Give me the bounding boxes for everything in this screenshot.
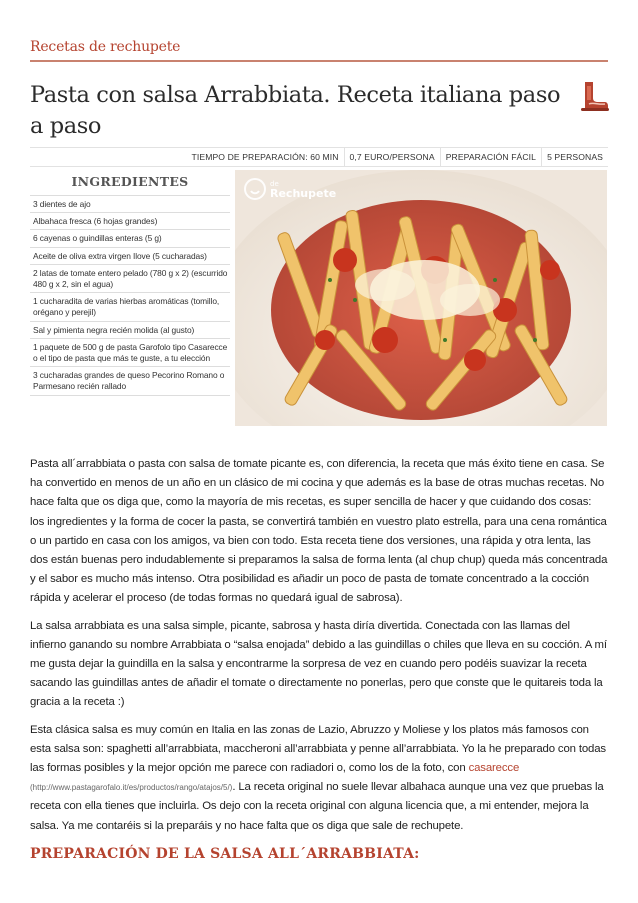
- watermark-small: de: [270, 180, 279, 188]
- recipe-title: Pasta con salsa Arrabbiata. Receta italiana paso a paso: [30, 82, 561, 139]
- difficulty: PREPARACIÓN FÁCIL: [440, 148, 541, 166]
- watermark-text: Rechupete: [270, 187, 337, 200]
- intro-paragraph-1: Pasta all´arrabbiata o pasta con salsa de tomate picante es, con diferencia, la receta que más éxito tiene en casa. Se ha convertido en menos de un año en un clásico de mi cocina y que además es la base de otras muchas recetas. No hace falta que os diga que, como la mayoría de mis recetas, es super sencilla de hacer y que cuidando dos cosas: los ingredientes y la forma de cocer la pasta, se convertirá también en vuestro plato estrella, para una cena romántica o un partido en casa con los amigos, va bien con todo. Esta receta tiene dos versiones, una rápida y otra lenta, las dos están buenas pero indudablemente si preparamos la salsa de forma lenta (al chup chup) queda más concentrada y el sabor es mucho más intenso. Otra posibilidad es añadir un poco de pasta de tomate concentrado a la cocción rápida y acelerar el proceso (de todas formas no quedará igual de sabrosa).: [30, 458, 608, 605]
- prep-time: TIEMPO DE PREPARACIÓN: 60 MIN: [191, 152, 339, 162]
- ingredient-item: 3 dientes de ajo: [30, 196, 230, 213]
- intro-paragraph-3-start: Esta clásica salsa es muy común en Italia en las zonas de Lazio, Abruzzo y Moliese y los platos más famosos con esta salsa son: spaghetti all’arrabbiata, maccheroni all’arrabbiata y penne all’arrabbiata. Yo la he preparado con todas las formas posibles y la mejor opción me parece con radiadori o, como los de la foto, con: [30, 723, 606, 775]
- casarecce-url: (http://www.pastagarofalo.it/es/productos/rango/atajos/5/): [30, 783, 233, 793]
- ingredient-item: 2 latas de tomate entero pelado (780 g x 2) (escurrido 480 g x 2, sin el agua): [30, 265, 230, 293]
- ingredient-item: 1 cucharadita de varias hierbas aromáticas (tomillo, orégano y perejil): [30, 293, 230, 321]
- ingredient-item: Sal y pimienta negra recién molida (al gusto): [30, 322, 230, 339]
- servings: 5 PERSONAS: [541, 148, 608, 166]
- intro-paragraph-3-end: . La receta original no suele llevar albahaca aunque una vez que pruebas la receta con ella tienes que incluirla. Os dejo con la receta original con alguna licencia que, a mi entender, mejora la salsa. Ya me contaréis si la preparáis y no hace falta que os diga que sale de rechupete.: [30, 781, 604, 832]
- pasta-photo: [235, 170, 607, 426]
- preparation-heading: PREPARACIÓN DE LA SALSA ALL´ARRABBIATA:: [30, 846, 420, 862]
- watermark-logo: [243, 176, 353, 202]
- ingredient-item: 3 cucharadas grandes de queso Pecorino Romano o Parmesano recién rallado: [30, 367, 230, 395]
- intro-paragraph-3: [30, 721, 608, 836]
- ingredients-heading: INGREDIENTES: [30, 170, 230, 196]
- ingredient-item: Albahaca fresca (6 hojas grandes): [30, 213, 230, 230]
- ingredient-item: 6 cayenas o guindillas enteras (5 g): [30, 230, 230, 247]
- casarecce-link[interactable]: casarecce: [468, 762, 520, 775]
- intro-paragraph-2: La salsa arrabbiata es una salsa simple, picante, sabrosa y hasta diría divertida. Conectada con las llamas del infierno ganando su nombre Arrabbiata o “salsa enojada” debido a las guindillas o chiles que lleva en su cocción. A mí me gusta dejar la guindilla en la salsa y encontrarme la sorpresa de vez en cuando pero podéis suavizar la receta sacando las guindillas antes de añadir el tomate o directamente no ponerlas, pero que conste que le quitareis toda la gracia a la receta :): [30, 619, 607, 709]
- recipe-meta-bar: [30, 147, 608, 167]
- pasta-arrabbiata-image: [235, 170, 607, 426]
- ingredients-list: [30, 196, 230, 396]
- header-divider: [30, 60, 608, 62]
- cost-per-person: 0,7 EURO/PERSONA: [344, 148, 440, 166]
- recipe-intro: [30, 455, 608, 844]
- ingredients-panel: [30, 170, 230, 396]
- ingredient-item: Aceite de oliva extra virgen Ilove (5 cucharadas): [30, 248, 230, 265]
- site-header: [30, 36, 608, 55]
- site-title[interactable]: Recetas de rechupete: [30, 39, 181, 55]
- rechupete-logo-icon: [575, 78, 611, 114]
- ingredient-item: 1 paquete de 500 g de pasta Garofolo tipo Casarecce o el tipo de pasta que más te guste, a tu elección: [30, 339, 230, 367]
